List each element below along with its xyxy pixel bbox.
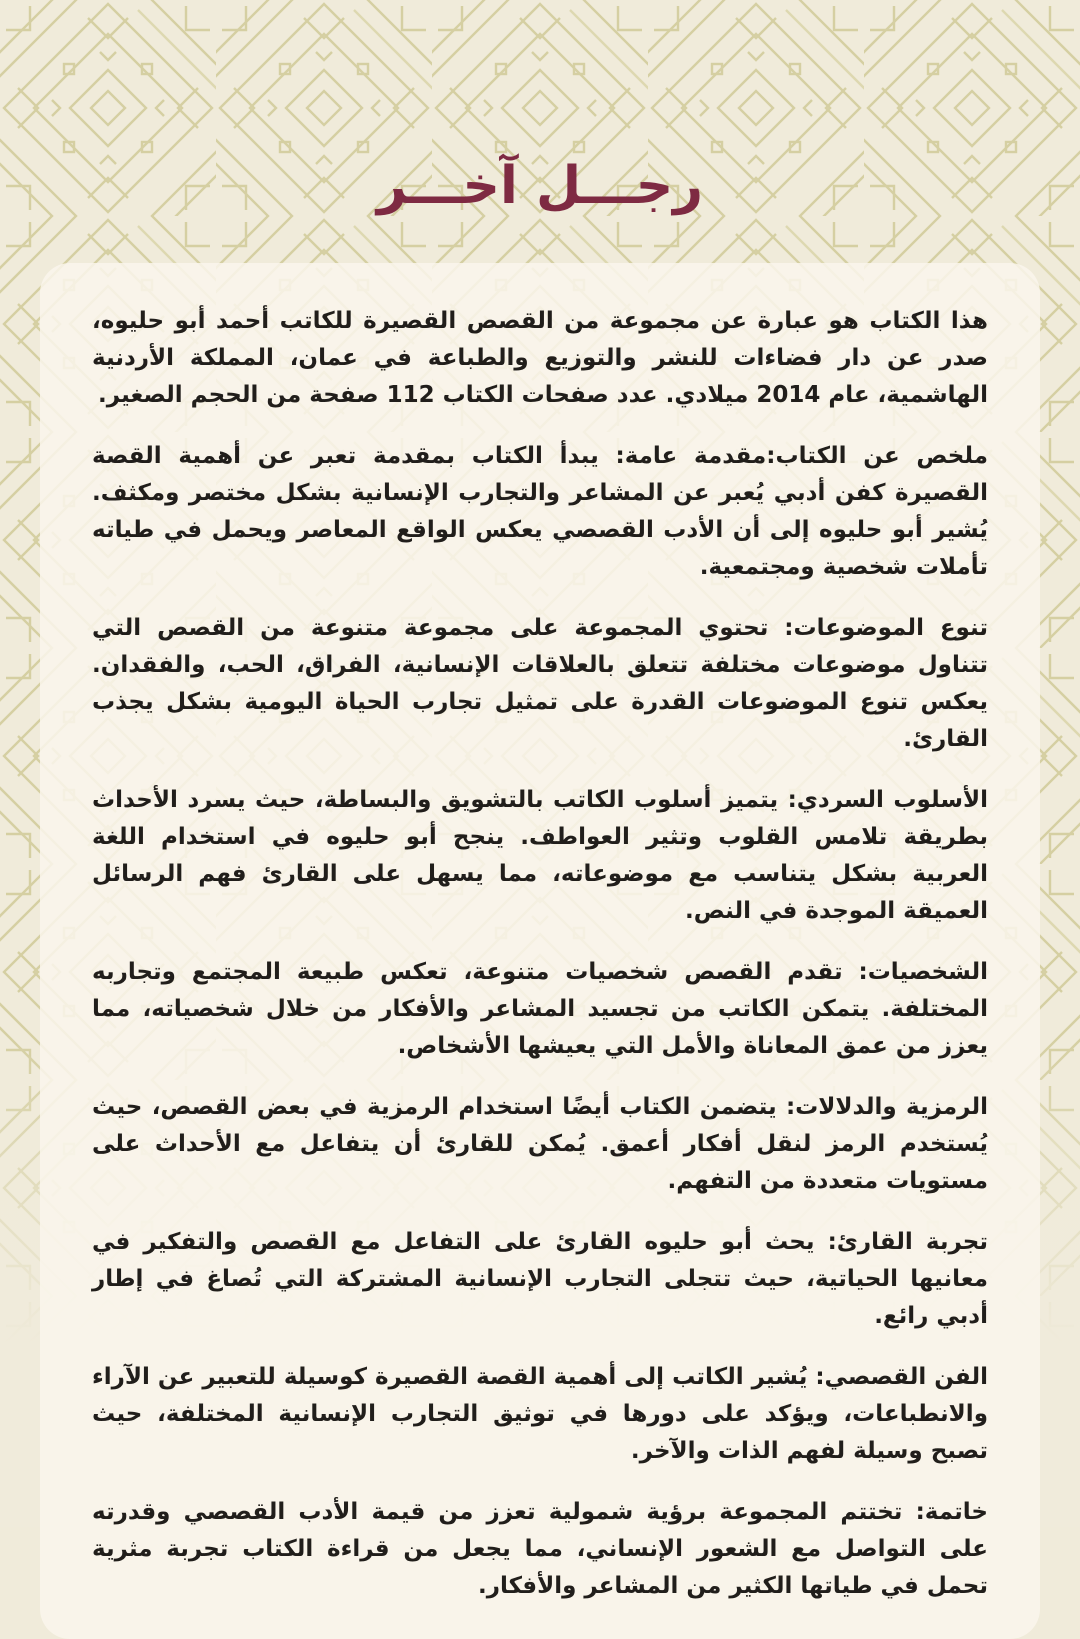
title-area [0, 158, 1080, 215]
summary-paragraph: تنوع الموضوعات: تحتوي المجموعة على مجموعة متنوعة من القصص التي تتناول موضوعات مختلفة تتعلق بالعلاقات الإنسانية، الفراق، الحب، والفقدان. يعكس تنوع الموضوعات القدرة على تمثيل تجارب الحياة اليومية بشكل يجذب القارئ. [92, 615, 988, 752]
summary-paragraph: هذا الكتاب هو عبارة عن مجموعة من القصص القصيرة للكاتب أحمد أبو حليوه، صدر عن دار فضاءات للنشر والتوزيع والطباعة في عمان، المملكة الأردنية الهاشمية، عام 2014 ميلادي. عدد صفحات الكتاب 112 صفحة من الحجم الصغير. [92, 308, 988, 408]
book-summary [92, 303, 988, 1605]
content-card [40, 263, 1040, 1639]
summary-paragraph: الشخصيات: تقدم القصص شخصيات متنوعة، تعكس طبيعة المجتمع وتجاربه المختلفة. يتمكن الكاتب من تجسيد المشاعر والأفكار من خلال شخصياته، مما يعزز من عمق المعاناة والأمل التي يعيشها الأشخاص. [92, 959, 988, 1059]
page-title: رجـــل آخـــر [376, 156, 704, 216]
summary-paragraph: الرمزية والدلالات: يتضمن الكتاب أيضًا استخدام الرمزية في بعض القصص، حيث يُستخدم الرمز لنقل أفكار أعمق. يُمكن للقارئ أن يتفاعل مع الأحداث على مستويات متعددة من التفهم. [92, 1094, 988, 1194]
summary-paragraph: الأسلوب السردي: يتميز أسلوب الكاتب بالتشويق والبساطة، حيث يسرد الأحداث بطريقة تلامس القلوب وتثير العواطف. ينجح أبو حليوه في استخدام اللغة العربية بشكل يتناسب مع موضوعاته، مما يسهل على القارئ فهم الرسائل العميقة الموجدة في النص. [92, 787, 988, 924]
summary-paragraph: تجربة القارئ: يحث أبو حليوه القارئ على التفاعل مع القصص والتفكير في معانيها الحياتية، حيث تتجلى التجارب الإنسانية المشتركة التي تُصاغ في إطار أدبي رائع. [92, 1229, 988, 1329]
summary-paragraph: خاتمة: تختتم المجموعة برؤية شمولية تعزز من قيمة الأدب القصصي وقدرته على التواصل مع الشعور الإنساني، مما يجعل من قراءة الكتاب تجربة مثرية تحمل في طياتها الكثير من المشاعر والأفكار. [92, 1499, 988, 1599]
summary-paragraph: الفن القصصي: يُشير الكاتب إلى أهمية القصة القصيرة كوسيلة للتعبير عن الآراء والانطباعات، ويؤكد على دورها في توثيق التجارب الإنسانية المختلفة، حيث تصبح وسيلة لفهم الذات والآخر. [92, 1364, 988, 1464]
summary-paragraph: ملخص عن الكتاب:مقدمة عامة: يبدأ الكتاب بمقدمة تعبر عن أهمية القصة القصيرة كفن أدبي يُعبر عن المشاعر والتجارب الإنسانية بشكل مختصر ومكثف. يُشير أبو حليوه إلى أن الأدب القصصي يعكس الواقع المعاصر ويحمل في طياته تأملات شخصية ومجتمعية. [92, 443, 988, 580]
